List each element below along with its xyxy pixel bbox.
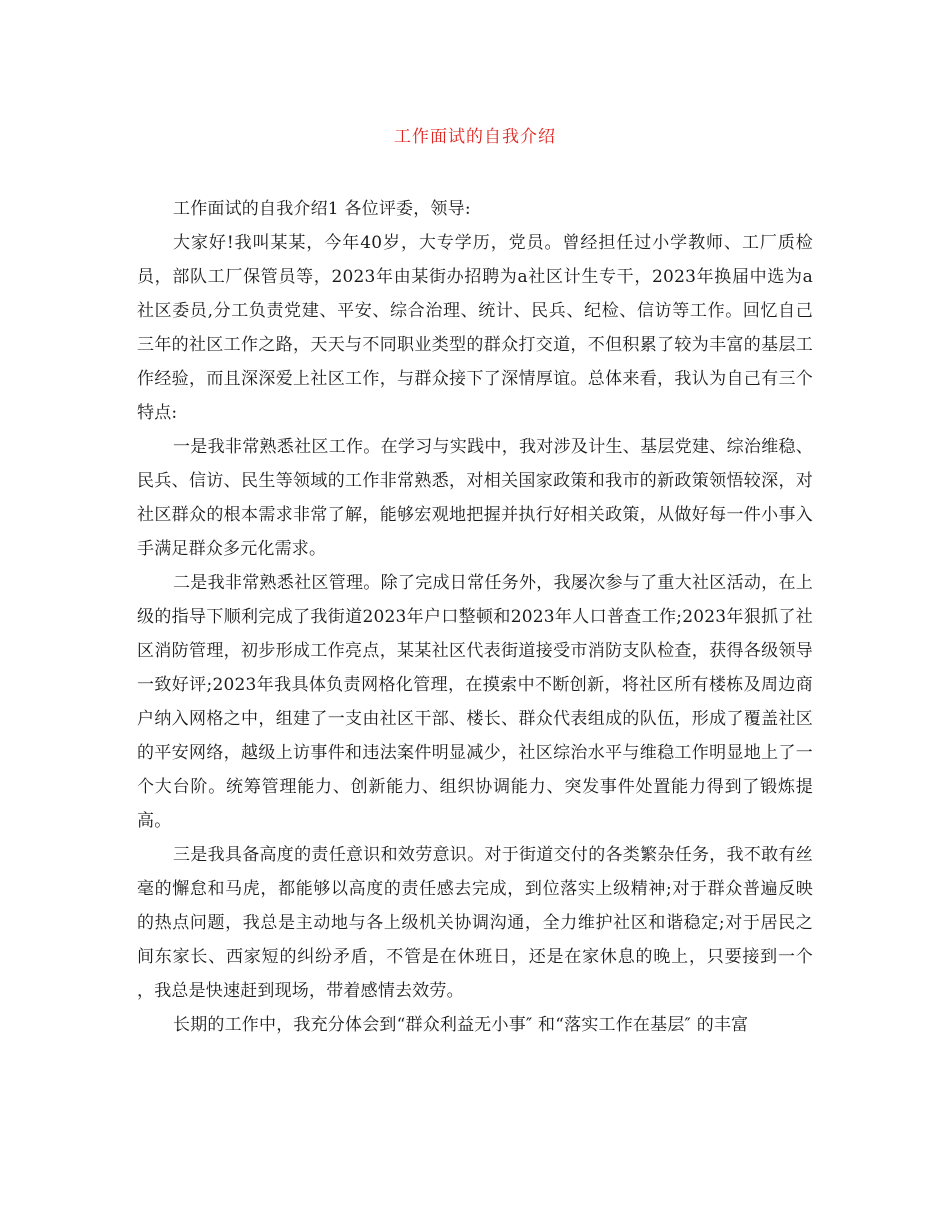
paragraph-point-one: 一是我非常熟悉社区工作。在学习与实践中，我对涉及计生、基层党建、综治维稳、民兵、信访、民生等领域的工作非常熟悉，对相关国家政策和我市的新政策领悟较深，对社区群众的根本需求非常了解，能够宏观地把握并执行好相关政策，从做好每一件小事入手满足群众多元化需求。 (137, 437, 813, 559)
paragraph-point-two: 二是我非常熟悉社区管理。除了完成日常任务外，我屡次参与了重大社区活动，在上级的指导下顺利完成了我街道2023年户口整顿和2023年人口普查工作;2023年狠抓了社区消防管理，初步形成工作亮点，某某社区代表街道接受市消防支队检查，获得各级领导一致好评;2023年我具体负责网格化管理，在摸索中不断创新，将社区所有楼栋及周边商户纳入网格之中，组建了一支由社区干部、楼长、群众代表组成的队伍，形成了覆盖社区的平安网络，越级上访事件和违法案件明显减少，社区综治水平与维稳工作明显地上了一个大台阶。统筹管理能力、创新能力、组织协调能力、突发事件处置能力得到了锻炼提高。 (137, 573, 813, 831)
paragraph-point-three: 三是我具备高度的责任意识和效劳意识。对于街道交付的各类繁杂任务，我不敢有丝毫的懈怠和马虎，都能够以高度的责任感去完成，到位落实上级精神;对于群众普遍反映的热点问题，我总是主动地与各上级机关协调沟通，全力维护社区和谐稳定;对于居民之间东家长、西家短的纠纷矛盾，不管是在休班日，还是在家休息的晚上，只要接到一个 ，我总是快速赶到现场，带着感情去效劳。 (137, 845, 813, 1001)
paragraph-conclusion: 长期的工作中，我充分体会到“群众利益无小事″ 和“落实工作在基层″ 的丰富 (173, 1015, 749, 1035)
paragraph-greeting: 工作面试的自我介绍1 各位评委，领导: (173, 199, 471, 219)
document-body (137, 192, 813, 1042)
paragraph-introduction: 大家好!我叫某某，今年40岁，大专学历，党员。曾经担任过小学教师、工厂质检员，部队工厂保管员等，2023年由某街办招聘为a社区计生专干，2023年换届中选为a社区委员,分工负责党建、平安、综合治理、统计、民兵、纪检、信访等工作。回忆自己三年的社区工作之路，天天与不同职业类型的群众打交道，不但积累了较为丰富的基层工作经验，而且深深爱上社区工作，与群众接下了深情厚谊。总体来看，我认为自己有三个特点: (137, 233, 813, 423)
document-title: 工作面试的自我介绍 (394, 127, 556, 147)
